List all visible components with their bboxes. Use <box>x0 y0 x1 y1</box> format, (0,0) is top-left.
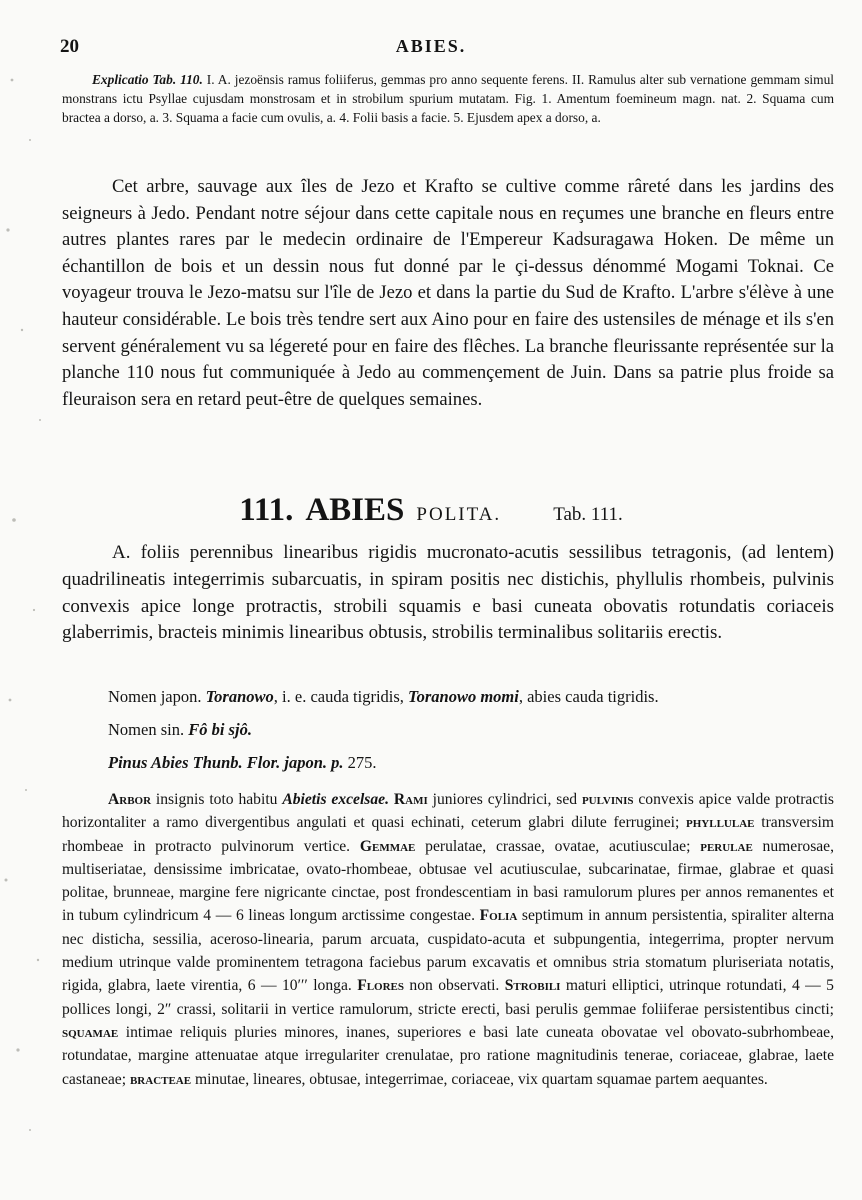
running-head: ABIES. <box>395 36 467 56</box>
description-text: insignis toto habitu <box>151 791 283 808</box>
description-text: septimum in annum persistentia, spiraliter alterna nec disticha, sessilia, aceroso-linearia, parum arcuata, cuspidato-acuta et subpungentia, integerrima, propter nervum medium utrinque valde prominentem tetragona faciebus parum excavatis et omnibus stria stomatum pluriseriata notatis, rigida, glabra, laete virentia, 6 — 10′′′ longa. <box>62 907 835 995</box>
japanese-name-alt-gloss: , abies cauda tigridis. <box>518 687 659 706</box>
term-strobili: Strobili <box>504 977 561 995</box>
species-number: 111. <box>239 492 294 528</box>
plate-explanation <box>62 70 834 127</box>
term-abietis: Abietis excelsae. <box>282 791 389 808</box>
explanation-lead: Explicatio Tab. 110. <box>92 72 203 87</box>
japanese-name-gloss: , i. e. cauda tigridis, <box>273 687 404 706</box>
species-genus: ABIES <box>305 492 405 528</box>
description-text: intimae reliquis pluries minores, inanes, superiores e basi late cuneata obovatae vel obovato-subrhombeae, rotundatae, margine attenuatae atque irregulariter crenulatae, pro ratione magnitudinis tenerae, coriaceae, glabrae, laete castaneae; <box>62 1023 834 1088</box>
term-folia: Folia <box>479 907 518 925</box>
synonym-line <box>108 752 834 785</box>
synonym-page: 275. <box>347 753 377 772</box>
term-perulae: perulae <box>700 837 753 855</box>
chinese-name-line <box>108 719 834 752</box>
japanese-name-label: Nomen japon. <box>108 687 202 706</box>
description-text: maturi elliptici, utrinque rotundati, 4 — 5 pollices longi, 2″ crassi, solitarii in vertice ramulorum, stricte erecti, basi perulis gemmae foliiferae persistentibus cincti; <box>62 977 834 1018</box>
description-text: numerosae, multiseriatae, densissime imbricatae, ovato-rhombeae, obtusae vel acutiusculae, subcarinatae, firmae, glabrae et quasi politae, brunneae, margine fere nigricante cinctae, post frondescentiam in basi ramulorum plures per annos remanentes et in tubum cylindricum 4 — 6 lineas longum arctissime congestae. <box>62 837 835 925</box>
japanese-name-alt: Toranowo momi <box>408 687 519 706</box>
chinese-name-label: Nomen sin. <box>108 720 185 739</box>
description-text: minutae, lineares, obtusae, integerrimae, coriaceae, vix quartam squamae partem aequantes. <box>191 1070 768 1088</box>
plate-reference: Tab. 111. <box>553 504 623 525</box>
species-epithet: POLITA. <box>416 504 502 525</box>
description-text: transversim rhombeae in protracto pulvinorum vertice. <box>62 814 834 855</box>
synonym: Pinus Abies Thunb. Flor. japon. p. <box>108 753 344 772</box>
term-squamae: squamae <box>62 1023 119 1041</box>
description-text: convexis apice valde protractis horizontaliter a ramo divergentibus angulati et quasi echinati, ceterum glabri dilute ferruginei; <box>62 791 834 832</box>
term-rami: Rami <box>388 791 428 808</box>
page-header <box>60 36 802 60</box>
term-gemmae: Gemmae <box>359 837 416 855</box>
species-description <box>62 788 834 1091</box>
term-phyllulae: phyllulae <box>686 814 755 832</box>
description-text: juniores cylindrici, sed <box>427 791 582 808</box>
page-number: 20 <box>60 36 79 57</box>
vernacular-names <box>108 686 834 785</box>
japanese-name-line <box>108 686 834 719</box>
term-pulvinis: pulvinis <box>581 791 634 808</box>
term-flores: Flores <box>357 977 405 995</box>
chinese-name: Fô bi sjô. <box>188 720 252 739</box>
explanation-text: I. A. jezoënsis ramus foliiferus, gemmas pro anno sequente ferens. II. Ramulus alter sub vernatione gemmam simul monstrans ictu Psyllae cujusdam monstrosam et in strobilum spurium mutatam. Fig. 1. Amentum foemineum magn. nat. 2. Squama cum bractea a dorso, a. 3. Squama a facie cum ovulis, a. 4. Folii basis a facie. 5. Ejusdem apex a dorso, a. <box>62 72 834 125</box>
latin-diagnosis: A. foliis perennibus linearibus rigidis mucronato-acutis sessilibus tetragonis, (ad lentem) quadrilineatis integerrimis subarcuatis, in spiram positis nec distichis, phyllulis rhombeis, pulvinis convexis apice longe protractis, strobili squamis e basi cuneata obovatis rotundatis coriaceis glaberrimis, bracteis minimis linearibus obtusis, strobilis terminalibus solitariis erectis. <box>62 542 834 644</box>
french-paragraph: Cet arbre, sauvage aux îles de Jezo et Krafto se cultive comme râreté dans les jardins des seigneurs à Jedo. Pendant notre séjour dans cette capitale nous en reçumes une branche en fleurs entre autres plantes rares par le medecin ordinaire de l'Empereur Kadsuragawa Hoken. De même un échantillon de bois et un dessin nous fut donné par le çi-dessus dénommé Mogami Toknai. Ce voyageur trouva le Jezo-matsu sur l'île de Jezo et dans la partie du Sud de Krafto. L'arbre s'élève à une hauteur considérable. Le bois très tendre sert aux Aino pour en faire des ustensiles de ménage et ils s'en servent généralement vu sa légereté pour en faire des flêches. La branche fleurissante représentée sur la planche 110 nous fut communiquée à Jedo au commençement de Juin. Dans sa patrie plus froide sa fleuraison sera en retard peut-être de quelques semaines. <box>62 176 834 410</box>
japanese-name: Toranowo <box>205 687 274 706</box>
page-edge-speckles <box>0 0 60 1200</box>
term-arbor: Arbor <box>108 791 152 808</box>
description-text: non observati. <box>404 977 505 995</box>
species-heading <box>0 492 862 532</box>
description-text: perulatae, crassae, ovatae, acutiusculae; <box>415 837 701 855</box>
term-bracteae: bracteae <box>129 1070 192 1088</box>
